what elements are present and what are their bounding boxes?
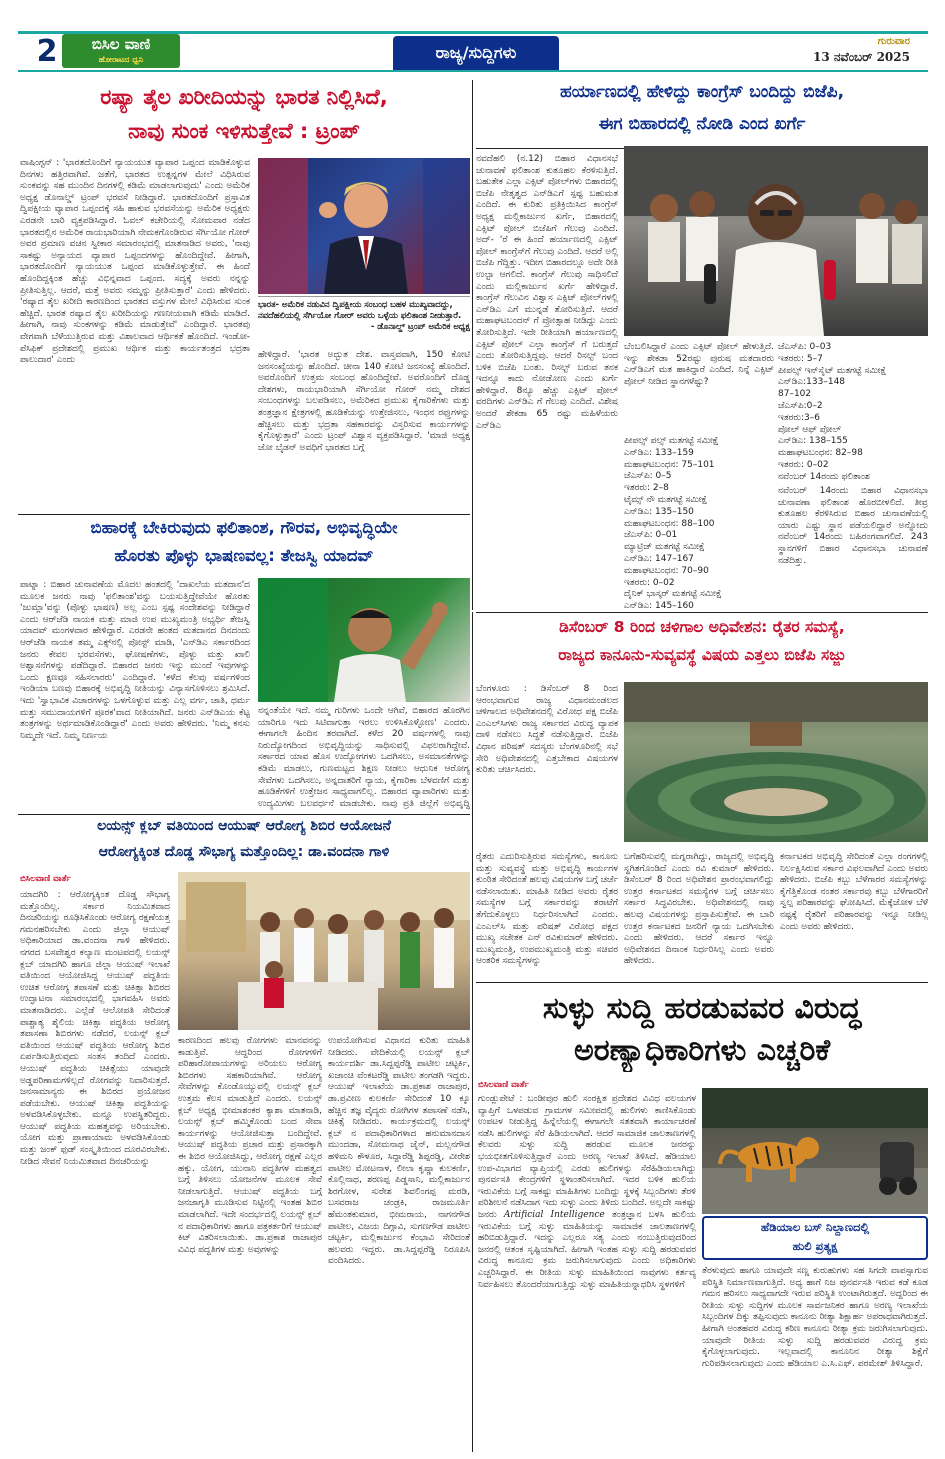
tiger-body-left-a: ಗುಂಡ್ಲುಪೇಟೆ : ಬಂಡೀಪುರ ಹುಲಿ ಸಂರಕ್ಷಿತ ಪ್ರದೇಶದ ವಿವಿಧ ವಲಯಗಳ ವ್ಯಾಪ್ತಿಗೆ ಒಳಪಡುವ ಗ್ರಾಮಗಳ ಸಮೀಪದಲ್ಲಿ ಹುಲಿಗಳು ಕಾಣಿಸಿಕೊಂಡು ಉಪಟಳ ನೀಡುತ್ತಿದ್ದ ಹಿನ್ನೆಲೆಯಲ್ಲಿ ಈಗಾಗಲೇ ಸತತವಾಗಿ ಕಾರ್ಯಾಚರಣೆ ನಡೆಸಿ ಹುಲಿಗಳನ್ನು ಸೆರೆ ಹಿಡಿಯಲಾಗಿದೆ. ಆದರೆ ಸಾಮಾಜಿಕ ಜಾಲತಾಣಗಳಲ್ಲಿ ಕೆಲವರು ಸುಳ್ಳು ಸುದ್ದಿ ಹರಡುವ ಮೂಲಕ ಜನರನ್ನು ಭಯಭೀತಗೊಳಿಸುತ್ತಿದ್ದಾರೆ ಎಂದು ಅರಣ್ಯ ಇಲಾಖೆ ತಿಳಿಸಿದೆ. ಹೆಡಿಯಾಲ ಉಪ-ವಿಭಾಗದ ವ್ಯಾಪ್ತಿಯಲ್ಲಿ ಎರಡು ಹುಲಿಗಳನ್ನು ಸೆರೆಹಿಡಿಯಲಾಗಿದ್ದು ಪುನರ್ವಸತಿ ಕೇಂದ್ರಗಳಿಗೆ ಸ್ಥಳಾಂತರಿಸಲಾಗಿದೆ. ಇದರ ಬಳಿಕ ಹುಲಿಯ ಇರುವಿಕೆಯ ಬಗ್ಗೆ ಸಾಕಷ್ಟು ಮಾಹಿತಿಗಳು ಬಂದಿದ್ದು ಸ್ಥಳಕ್ಕೆ ಸಿಬ್ಬಂದಿಗಳು ತೆರಳಿ ಪರಿಶೀಲನೆ ನಡೆಸಿದಾಗ ಇದು ಸುಳ್ಳು ಎಂದು ತಿಳಿದು ಬಂದಿದೆ. ಅಲ್ಲದೇ ಸಾಕಷ್ಟು ಜನರು bbox=[478, 1094, 696, 1220]
poll-line: ಎನ್‌ಡಿಎ:133–148 bbox=[778, 377, 846, 388]
page-number: 2 bbox=[36, 34, 58, 69]
tiger-body-left bbox=[478, 1094, 696, 1450]
masthead bbox=[0, 0, 945, 72]
divider-trump-tejashwi bbox=[18, 514, 470, 515]
kharge-figure bbox=[624, 146, 928, 336]
trump-body-left: ವಾಷಿಂಗ್ಟನ್ : 'ಭಾರತದೊಂದಿಗೆ ನ್ಯಾಯಯುತ ವ್ಯಾಪಾರ ಒಪ್ಪಂದ ಮಾಡಿಕೊಳ್ಳುವ ದಿನಗಳು ಹತ್ತಿರವಾಗಿವೆ. ಜತೆಗೆ, ಭಾರತದ ಉತ್ಪನ್ನಗಳ ಮೇಲೆ ವಿಧಿಸಿರುವ ಸುಂಕವನ್ನು ಸಹ ಮುಂದಿನ ದಿನಗಳಲ್ಲಿ ಕಡಿಮೆ ಮಾಡಲಾಗುವುದು' ಎಂದು ಅಮೆರಿಕ ಅಧ್ಯಕ್ಷ ಡೊನಾಲ್ಡ್ ಟ್ರಂಪ್ ಭರವಸೆ ನೀಡಿದ್ದಾರೆ. ಭಾರತದೊಂದಿಗೆ ಪ್ರಸ್ತಾವಿತ ದ್ವಿಪಕ್ಷೀಯ ವ್ಯಾಪಾರ ಒಪ್ಪಂದಕ್ಕೆ ಸಹಿ ಹಾಕುವ ಭರವಸೆಯನ್ನು ಅಮೆರಿಕ ಅಧ್ಯಕ್ಷರು ಎರಡನೇ ಬಾರಿ ವ್ಯಕ್ತಪಡಿಸಿದ್ದಾರೆ. ಓವಲ್ ಕಚೇರಿಯಲ್ಲಿ ಸೋಮವಾರ ನಡೆದ ಭಾರತದಲ್ಲಿನ ಅಮೆರಿಕ ರಾಯಭಾರಿಯಾಗಿ ನೇಮಕಗೊಂಡಿರುವ ಸೆರ್ಗಿಯೋ ಗೋರ್ ಅವರ ಪ್ರಮಾಣ ವಚನ ಸ್ವೀಕಾರ ಸಮಾರಂಭದಲ್ಲಿ ಮಾತನಾಡಿದ ಅವರು, 'ನಾವು ಸಾಕಷ್ಟು ಅನ್ಯಾಯದ ವ್ಯಾಪಾರ ಒಪ್ಪಂದಗಳನ್ನು ಹೊಂದಿದ್ದೇವೆ. ಹೀಗಾಗಿ, ಭಾರತದೊಂದಿಗೆ ನ್ಯಾಯಯುತ ಒಪ್ಪಂದ ಮಾಡಿಕೊಳ್ಳುತ್ತೇವೆ. ಈ ಹಿಂದೆ ಹೊಂದಿದ್ದಕ್ಕಿಂತ ಹೆಚ್ಚು ವಿಭಿನ್ನವಾದ ಒಪ್ಪಂದ. ಸದ್ಯಕ್ಕೆ ಅವರು ನನ್ನನ್ನು ಪ್ರೀತಿಸುತ್ತಿಲ್ಲ. ಆದರೆ, ಮತ್ತೆ ಅವರು ನಮ್ಮನ್ನು ಪ್ರೀತಿಸುತ್ತಾರೆ' ಎಂದು ಹೇಳಿದರು. 'ರಷ್ಯಾದ ತೈಲ ಖರೀದಿ ಕಾರಣದಿಂದ ಭಾರತದ ವಸ್ತುಗಳ ಮೇಲೆ ವಿಧಿಸಿರುವ ಸುಂಕ ಹೆಚ್ಚಿದೆ. ಭಾರತ ರಷ್ಯಾದ ತೈಲ ಖರೀದಿಯನ್ನು ಗಣನೀಯವಾಗಿ ಕಡಿಮೆ ಮಾಡಿದೆ. ಹೀಗಾಗಿ, ನಾವು ಸುಂಕಗಳನ್ನು ಕಡಿಮೆ ಮಾಡುತ್ತೇವೆ' ಎಂದಿದ್ದಾರೆ. ಭಾರತವು ವೇಗವಾಗಿ ಬೆಳೆಯುತ್ತಿರುವ ಮತ್ತು ವಿಶಾಲವಾದ ಆರ್ಥಿಕತೆ ಹೊಂದಿದೆ. ಇಂಡೋ-ಪೆಸಿಫಿಕ್ ಪ್ರದೇಶದಲ್ಲಿ ಪ್ರಮುಖ ಆರ್ಥಿಕ ಮತ್ತು ಕಾರ್ಯತಂತ್ರದ ಭದ್ರತಾ ಪಾಲುದಾರ' ಎಂದು bbox=[20, 158, 250, 366]
poll-line: ಮಹಾಘಟಬಂಧನ: 70–90 bbox=[624, 565, 709, 576]
divider-tejashwi-lions bbox=[18, 814, 470, 815]
tejashwi-body-right: ನನ್ನಂತೆಯೇ ಇದೆ. ನಮ್ಮ ಗುರಿಗಳು ಒಂದೇ ಆಗಿವೆ, ಬಿಹಾರದ ಹೊರಗಿನ ಯಾರಿಗೂ ಇದು ಸಿಟಿವಾಗುತ್ತಾ ಇರಲು ಉಳಿಸಿಕೊಳ್ಳೋಣ' ಎಂದರು. ಈಗಾಗಲೇ ಹಿಂದಿನ ತರವಾಗಿದೆ. ಕಳೆದ 20 ವರ್ಷಗಳಲ್ಲಿ ನಾವು ನಿರುದ್ಯೋಗದಿಂದ ಅಭಿವೃದ್ಧಿಯನ್ನು ಸಾಧಿಸುವಲ್ಲಿ ವಿಫಲರಾಗಿದ್ದೇವೆ. ಸರ್ಕಾರದ ಯಾವ ಹೊಸ ಉದ್ಯೋಗಗಳು ಒದಗಿಸಲು, ಅಸಮಾನತೆಗಳನ್ನು ಕಡಿಮೆ ಮಾಡಲು, ಗುಣಮಟ್ಟದ ಶಿಕ್ಷಣ ನೀಡಲು ಆಧುನಿಕ ಆರೋಗ್ಯ ಸೇವೆಗಳು ಒದಗಿಸಲು, ಅನ್ನದಾತರಿಗೆ ನ್ಯಾಯ, ಕೈಗಾರಿಕಾ ಬೆಳವಣಿಗೆ ಮತ್ತು ಹೂಡಿಕೆಗಳಿಗೆ ಉತ್ತೇಜನ ಸಾಧ್ಯವಾಗಲಿಲ್ಲ. ಬಿಹಾರದ ವ್ಯಾಪಾರಿಗಳು ಮತ್ತು ಉದ್ಯಮಿಗಳು ಬಲವರ್ಧನೆ ಮಾಡಬೇಕು. ನಾವು ಪ್ರತಿ ಜಿಲ್ಲೆಗೆ ಅಭಿವೃದ್ಧಿ bbox=[258, 706, 470, 809]
paper-logo bbox=[62, 34, 180, 68]
section-banner bbox=[393, 36, 559, 70]
assembly-scene bbox=[624, 682, 928, 842]
divider-kharge-session bbox=[476, 612, 928, 613]
poll-line: ಮ್ಯಾಟ್ರಿಜ್ ಮತಗಟ್ಟೆ ಸಮೀಕ್ಷೆ bbox=[624, 542, 705, 553]
poll-line: ಎನ್‌ಡಿಎ: 135–150 bbox=[624, 506, 694, 517]
poll-line: ಇತರರು:3–6 bbox=[778, 412, 820, 423]
trump-headline-2: ನಾವು ಸುಂಕ ಇಳಿಸುತ್ತೇವೆ : ಟ್ರಂಪ್ bbox=[128, 119, 360, 143]
kharge-headline-1: ಹರ್ಯಾಣದಲ್ಲಿ ಹೇಳಿದ್ದು ಕಾಂಗ್ರೆಸ್ ಬಂದಿದ್ದು ಬಿಜೆಪಿ, bbox=[559, 82, 845, 102]
paper-name: ಬಿಸಿಲ ವಾಣಿ bbox=[91, 35, 151, 53]
tiger-photo-caption bbox=[702, 1216, 928, 1260]
poll-line: ಇತರರು: 0–02 bbox=[624, 577, 675, 588]
tiger-body-right: ತೆರಳುವುದು ಹಾಗೂ ಯಾವುದೇ ಸಣ್ಣ ಕುರುಹುಗಳು ಸಹ ಸಿಗದೇ ವಾಪಸ್ಸಾಗುವ ಪರಿಸ್ಥಿತಿ ನಿರ್ಮಾಣವಾಗುತ್ತಿದೆ. ಅಧ್ಯ ಹಾಗೆ ನಿಜ ಪುನರ್ವಸತಿ ಇರುವ ಕಡೆ ಕೂಡ ಗಮನ ಹರಿಸಲು ಸಾಧ್ಯವಾಗದೇ ಇರುವ ಪರಿಸ್ಥಿತಿ ಉಂಟಾಗಿರುತ್ತದೆ. ಅದ್ದರಿಂದ ಈ ರೀತಿಯ ಸುಳ್ಳು ಸುದ್ದಿಗಳ ಮೂಲಕ ಸಾರ್ವಜನಿಕರ ಹಾಗೂ ಅರಣ್ಯ ಇಲಾಖೆಯ ಸಿಬ್ಬಂದಿಗಳ ದಿಕ್ಕು ತಪ್ಪಿಸುವುದು ಕಾನೂನು ರೀತ್ಯಾ ಶಿಕ್ಷಾರ್ಹ ಅಪರಾಧವಾಗಿರುತ್ತದೆ. ಹೀಗಾಗಿ ಅಂತಹವರ ವಿರುದ್ಧ ಕಠಿಣ ಕಾನೂನು ರೀತ್ಯಾ ಕ್ರಮ ಜರುಗಿಸಲಾಗುವುದು. ಯಾವುದೇ ರೀತಿಯ ಸುಳ್ಳು ಸುದ್ದಿ ಹರಡುವವರ ವಿರುದ್ಧ ಕ್ರಮ ಕೈಗೊಳ್ಳಲಾಗುವುದು. ಇಲ್ಲವಾದಲ್ಲಿ ಕಾನೂನಿನ ರೀತ್ಯಾ ಶಿಕ್ಷೆಗೆ ಗುರಿಪಡಿಸಲಾಗುವುದು ಎಂದು ಹೆಡಿಯಾಲ ಎ.ಸಿ.ಎಫ್. ಪರಮೇಶ್ ತಿಳಿಸಿದ್ದಾರೆ. bbox=[702, 1266, 928, 1369]
poll-line: ಎನ್‌ಡಿಎ: 138–155 bbox=[778, 436, 848, 447]
poll-line: ಜೆಎಸ್‌ಪಿ: 0–5 bbox=[624, 471, 672, 482]
assembly-photo bbox=[624, 682, 928, 842]
section-title: ರಾಜ್ಯ/ಸುದ್ದಿಗಳು bbox=[435, 43, 517, 62]
poll-line: ಇತರರು: 5–7 bbox=[778, 353, 823, 364]
poll-line: 87–102 bbox=[778, 389, 812, 400]
session-intro: ಬೆಂಗಳೂರು : ಡಿಸೆಂಬರ್ 8 ರಿಂದ ಆರಂಭವಾಗುವ ರಾಜ್ಯ ವಿಧಾನಮಂಡಲದ ಚಳಿಗಾಲದ ಅಧಿವೇಶನದಲ್ಲಿ ವಿರೋಧ ಪಕ್ಷ ಬಿಜೆಪಿ ಎಂಎಲ್‌ಸಿಗಳು ರಾಜ್ಯ ಸರ್ಕಾರದ ವಿರುದ್ಧ ವ್ಯಾಪಕ ದಾಳಿ ನಡೆಸಲು ಸಿದ್ಧತೆ ನಡೆಸುತ್ತಿದ್ದಾರೆ. ಬಿಜೆಪಿ ವಿಧಾನ ಪರಿಷತ್ ಸದಸ್ಯರು ಬೆಂಗಳೂರಿನಲ್ಲಿ ಸಭೆ ಸೇರಿ ಅಧಿವೇಶನದಲ್ಲಿ ಎತ್ತಬೇಕಾದ ವಿಷಯಗಳ ಕುರಿತು ಚರ್ಚಿಸಿದರು. bbox=[476, 684, 618, 776]
story-kharge bbox=[476, 80, 928, 610]
divider-vertical-top bbox=[472, 80, 473, 610]
tiger-caption-line2: ಹುಲಿ ಪ್ರತ್ಯಕ್ಷ bbox=[792, 1239, 838, 1253]
session-col2: ಬಗೆಹರಿಸುವಲ್ಲಿ ಮಗ್ನರಾಗಿದ್ದು, ರಾಜ್ಯದಲ್ಲಿ ಅಭಿವೃದ್ಧಿ ಸ್ಥಗಿತಗೊಂಡಿದೆ ಎಂದು ರವಿ ಕುಮಾರ್ ಹೇಳಿದರು. ಡಿಸೆಂಬರ್ 8 ರಿಂದ ಅಧಿವೇಶನ ಪ್ರಾರಂಭವಾಗಲಿದ್ದು ಉತ್ತರ ಕರ್ನಾಟಕದ ಸಮಸ್ಯೆಗಳ ಬಗ್ಗೆ ಚರ್ಚಿಸಲು ಸರ್ಕಾರ ಸಿದ್ಧವಿರಬೇಕು. ಅಧಿವೇಶನದಲ್ಲಿ ನಾವು ಹಲವು ವಿಷಯಗಳನ್ನು ಪ್ರಸ್ತಾಪಿಸುತ್ತೇವೆ. ಈ ಬಾರಿ ಉತ್ತರ ಕರ್ನಾಟಕದ ಜನರಿಗೆ ನ್ಯಾಯ ಒದಗಿಸಬೇಕು ಎಂದು ಹೇಳಿದರು. ಆದರೆ ಸರ್ಕಾರ ಇನ್ನೂ ಅಧಿವೇಶನದ ದಿನಾಂಕ ನಿರ್ಧರಿಸಿಲ್ಲ ಎಂದು ಅವರು ಹೇಳಿದರು. bbox=[624, 852, 774, 967]
tiger-scene bbox=[702, 1088, 928, 1214]
poll-line: ಪೋಲ್ ಆಫ್ ಪೋಲ್ bbox=[778, 424, 842, 435]
tiger-headline-1: ಸುಳ್ಳು ಸುದ್ದಿ ಹರಡುವವರ ವಿರುದ್ಧ bbox=[542, 991, 862, 1026]
poll-line: ಎನ್‌ಡಿಎ: 147–167 bbox=[624, 553, 694, 564]
trump-photo bbox=[258, 158, 470, 294]
poll-line: ಜೆಎಸ್‌ಪಿ: 0–03 bbox=[778, 342, 832, 352]
divider-vertical-bottom bbox=[472, 612, 473, 1452]
trump-body-right: ಹೇಳಿದ್ದಾರೆ. 'ಭಾರತ ಅದ್ಭುತ ದೇಶ. ವಾಸ್ತವವಾಗಿ, 150 ಕೋಟಿ ಜನಸಂಖ್ಯೆಯನ್ನು ಹೊಂದಿದೆ. ಚೀನಾ 140 ಕೋಟಿ ಜನಸಂಖ್ಯೆ ಹೊಂದಿದೆ. ಅವರೊಂದಿಗೆ ಉತ್ತಮ ಸಂಬಂಧ ಹೊಂದಿದ್ದೇವೆ. ಅವರೊಂದಿಗೆ ದೊಡ್ಡ ದೇಶಗಳು, ರಾಯಭಾರಿಯಾಗಿ ಸೆರ್ಗಿಯೋ ಗೋರ್ ನಮ್ಮ ದೇಶದ ಸಂಬಂಧಗಳನ್ನು ಬಲಪಡಿಸಲು, ಅಮೆರಿಕದ ಪ್ರಮುಖ ಕೈಗಾರಿಕೆಗಳು ಮತ್ತು ತಂತ್ರಜ್ಞಾನ ಕ್ಷೇತ್ರಗಳಲ್ಲಿ ಹೂಡಿಕೆಯನ್ನು ಉತ್ತೇಜಿಸಲು, ಇಂಧನ ರಫ್ತುಗಳನ್ನು ಹೆಚ್ಚಿಸಲು ಮತ್ತು ಭದ್ರತಾ ಸಹಕಾರವನ್ನು ವಿಸ್ತರಿಸುವ ಕಾರ್ಯಗಳನ್ನು ಕೈಗೊಳ್ಳುತ್ತಾರೆ' ಎಂದು ಟ್ರಂಪ್ ವಿಶ್ವಾಸ ವ್ಯಕ್ತಪಡಿಸಿದ್ದಾರೆ. 'ಮಾಜಿ ಅಧ್ಯಕ್ಷ ಜೋ ಬೈಡನ್ ಅವಧಿಗೆ ಭಾರತದ ಬಗ್ಗೆ bbox=[258, 350, 470, 453]
tejashwi-photo bbox=[258, 578, 470, 702]
lions-col1: ಯಾದಗಿರಿ : ಆರೋಗ್ಯಕ್ಕಿಂತ ದೊಡ್ಡ ಸೌಭಾಗ್ಯ ಮತ್ತೊಂದಿಲ್ಲ. ಸರ್ಕಾರ ನಿಯಮಿತವಾದ ದಿನಚರಿಯನ್ನು ರೂಢಿಸಿಕೊಂಡು ಆರೋಗ್ಯ ರಕ್ಷಣೆಯತ್ತ ಗಮನಹರಿಸಬೇಕು ಎಂದು ಜಿಲ್ಲಾ ಆಯುಷ್ ಅಧಿಕಾರಿಯಾದ ಡಾ.ವಂದನಾ ಗಾಳಿ ಹೇಳಿದರು. ನಗರದ ಬಸವೇಶ್ವರ ಕಲ್ಯಾಣ ಮಂಟಪದಲ್ಲಿ ಲಯನ್ಸ್ ಕ್ಲಬ್ ಯಾದಗಿರಿ ಹಾಗೂ ಜಿಲ್ಲಾ ಆಯುಷ್ ಇಲಾಖೆ ವತಿಯಿಂದ ಆಯೋಜಿಸಿದ್ದ ಆಯುಷ್ ಪದ್ಧತಿಯ ಉಚಿತ ಆರೋಗ್ಯ ತಪಾಸಣೆ ಮತ್ತು ಚಿಕಿತ್ಸಾ ಶಿಬಿರದ ಉದ್ಘಾಟನಾ ಸಮಾರಂಭದಲ್ಲಿ ಭಾಗವಹಿಸಿ ಅವರು ಮಾತನಾಡಿದರು. ಎಲ್ಲೆಡೆ ಆಲೋಪತಿ ಸೇರಿದಂತೆ ಪಾಶ್ಚಾತ್ಯ ಶೈಲಿಯ ಚಿಕಿತ್ಸಾ ಪದ್ಧತಿಯ ಆರೋಗ್ಯ ತಪಾಸಣಾ ಶಿಬಿರಗಳು ನಡೆದರೆ, ಲಯನ್ಸ್ ಕ್ಲಬ್ ವತಿಯಿಂದ ಆಯುಷ್ ಪದ್ಧತಿಯ ಆರೋಗ್ಯ ಶಿಬಿರ ಏರ್ಪಡಿಸುತ್ತಿರುವುದು ಸಂತಸ ತಂದಿದೆ ಎಂದರು. ಆಯುಷ್ ಪದ್ಧತಿಯ ಚಿಕಿತ್ಸೆಯು ಯಾವುದೇ ಅಡ್ಡಪರಿಣಾಮಗಳಿಲ್ಲದೆ ರೋಗವನ್ನು ನಿವಾರಿಸುತ್ತದೆ. ಜನಸಾಮಾನ್ಯರು ಈ ಶಿಬಿರದ ಪ್ರಯೋಜನ ಪಡೆಯಬೇಕು. ಆಯುಷ್ ಚಿಕಿತ್ಸಾ ಪದ್ಧತಿಯನ್ನು ಅಳವಡಿಸಿಕೊಳ್ಳಬೇಕು. ಮನ್ನೂ ಉಪಸ್ಥಿತರಿದ್ದರು. ಆಯುಷ್ ಪದ್ಧತಿಯ ಮಹತ್ವವನ್ನು ಅರಿಯಬೇಕು. ಯೋಗ ಮತ್ತು ಪ್ರಾಣಾಯಾಮ ಅಳವಡಿಸಿಕೊಂಡು ಮತ್ತು ಜಂಕ್ ಫುಡ್ ಸಂಸ್ಕೃತಿಯಿಂದ ದೂರವಿರಬೇಕು. ನೀಡಿದ ಸೇವನೆ ನಿಯಮಿತವಾದ ದಿನಚರಿಯನ್ನು bbox=[20, 890, 170, 1167]
tejashwi-headline-1: ಬಿಹಾರಕ್ಕೆ ಬೇಕಿರುವುದು ಫಲಿತಾಂಶ, ಗೌರವ, ಅಭಿವೃದ್ಧಿಯೇ bbox=[90, 518, 398, 537]
masthead-rule-bottom bbox=[18, 70, 928, 72]
tiger-photo bbox=[702, 1088, 928, 1214]
story-tiger bbox=[476, 984, 928, 1452]
session-headline-2: ರಾಜ್ಯದ ಕಾನೂನು-ಸುವ್ಯವಸ್ಥೆ ವಿಷಯ ಎತ್ತಲು ಬಿಜೆಪಿ ಸಜ್ಜು bbox=[558, 646, 846, 664]
trump-figure bbox=[258, 158, 470, 294]
poll-line: ಪೀಪಲ್ಸ್ ಪಲ್ಸ್ ಮತಗಟ್ಟೆ ಸಮೀಕ್ಷೆ bbox=[624, 436, 719, 446]
paper-tagline: ಹೋರಾಟದ ಧ್ವನಿ bbox=[98, 55, 144, 64]
story-trump bbox=[18, 80, 470, 512]
lions-headline-2: ಆರೋಗ್ಯಕ್ಕಿಂತ ದೊಡ್ಡ ಸೌಭಾಗ್ಯ ಮತ್ತೊಂದಿಲ್ಲ: ಡಾ.ವಂದನಾ ಗಾಳಿ bbox=[98, 844, 390, 860]
poll-line: ಮಹಾಘಟಬಂಧನ: 75–101 bbox=[624, 459, 715, 470]
health-camp-scene bbox=[178, 872, 470, 1030]
kharge-poll-list-mid bbox=[624, 436, 774, 608]
tejashwi-body-left: ಪಾಟ್ನಾ : ಬಿಹಾರ ಚುನಾವಣೆಯ ಮೊದಲ ಹಂತದಲ್ಲಿ 'ದಾಖಲೆಯ ಮತದಾನ'ದ ಮೂಲಕ ಜನರು ನಾವು 'ಫಲಿತಾಂಶ'ವನ್ನು ಬಯಸುತ್ತಿದ್ದೇವೆಯೇ ಹೊರತು 'ಜುಮ್ಲಾ'ವನ್ನು (ಪೊಳ್ಳು ಭಾಷಣ) ಅಲ್ಲ ಎಂಬ ಸ್ಪಷ್ಟ ಸಂದೇಶವನ್ನು ನೀಡಿದ್ದಾರೆ ಎಂದು ಆರ್‌ಜೆಡಿ ನಾಯಕ ಮತ್ತು ಮಾಜಿ ಉಪ ಮುಖ್ಯಮಂತ್ರಿ ಅಭ್ಯರ್ಥಿ ತೇಜಸ್ವಿ ಯಾದವ್ ಮಂಗಳವಾರ ಹೇಳಿದ್ದಾರೆ. ಎರಡನೇ ಹಂತದ ಮತದಾನದ ದಿನದಂದು ಆರ್‌ಜೆಡಿ ನಾಯಕ ತಮ್ಮ ಎಕ್ಸ್‌ನಲ್ಲಿ ಪೋಸ್ಟ್ ಮಾಡಿ, 'ಎನ್‌ಡಿಎ ಸರ್ಕಾರದಿಂದ ಜನರು ಕೇವಲ ಭರವಸೆಗಳು, ಘೋಷಣೆಗಳು, ಪೊಳ್ಳು ಮತ್ತು ಖಾಲಿ ಅಶ್ವಾಸನೆಗಳನ್ನು ಪಡೆದಿದ್ದಾರೆ. ಬಿಹಾರದ ಜನರು ಇನ್ನು ಮುಂದೆ ಇವುಗಳನ್ನು ಒಂದು ಕ್ಷಣವೂ ಸಹಿಸಲಾರರು' ಎಂದಿದ್ದಾರೆ. 'ಕಳೆದ ಕೆಲವು ವರ್ಷಗಳಿಂದ ಇಂಡಿಯಾ ಬಣವು ಬಿಹಾರಕ್ಕೆ ಅಭಿವೃದ್ಧಿ ನೀತಿಯನ್ನು ವಿನ್ಯಾಸಗೊಳಿಸಲು ಶ್ರಮಿಸಿದೆ. ಇದು 'ಸ್ವಾಭಾವಿಕ ವಿಚಾರಗಳನ್ನು ಒಳಗೊಳ್ಳುವ ಮತ್ತು ಎಲ್ಲ ವರ್ಗ, ಜಾತಿ, ಧರ್ಮ ಮತ್ತು ಸಮುದಾಯಗಳಿಗೆ ಪೂರಕ'ವಾದ ನೀತಿಯಾಗಿದೆ. ಜನರು ಎನ್‌ಡಿಎಯ ಕೆಟ್ಟ ತಂತ್ರಗಳನ್ನು ಅರ್ಥಮಾಡಿಕೊಂಡಿದ್ದಾರೆ' ಎಂದು ಅವರು ಹೇಳಿದರು. 'ನಿಮ್ಮ ಕನಸು ನಿಮ್ಮದೇ ಇದೆ. ನಿಮ್ಮ ನಿರ್ಣಯ bbox=[20, 580, 250, 741]
poll-line: ಟೈಮ್ಸ್ ನೌ ಮತಗಟ್ಟೆ ಸಮೀಕ್ಷೆ bbox=[624, 494, 708, 505]
health-camp-photo bbox=[178, 872, 470, 1030]
trump-caption bbox=[258, 296, 470, 346]
tiger-body-left-b: ತಂತ್ರಜ್ಞಾನ ಬಳಸಿ ಹುಲಿಯ ಇರುವಿಕೆಯ ಬಗ್ಗೆ ಸುಳ್ಳು ಮಾಹಿತಿಯನ್ನು ಸಾಮಾಜಿಕ ಜಾಲತಾಣಗಳಲ್ಲಿ ಹರಿಬಿಡುತ್ತಿದ್ದಾರೆ. ಇದನ್ನು ಎಲ್ಲರೂ ಸತ್ಯ ಎಂದು ನಂಬುತ್ತಿರುವುದರಿಂದ ಜನರಲ್ಲಿ ಆತಂಕ ಸೃಷ್ಟಿಯಾಗಿದೆ. ಹೀಗಾಗಿ ಇಂತಹ ಸುಳ್ಳು ಸುದ್ದಿ ಹರಡುವವರ ವಿರುದ್ಧ ಕಾನೂನು ಕ್ರಮ ಜರುಗಿಸಲಾಗುವುದು ಎಂದು ಅಧಿಕಾರಿಗಳು ಎಚ್ಚರಿಸಿದ್ದಾರೆ. ಈ ರೀತಿಯ ಸುಳ್ಳು ಮಾಹಿತಿಯಿಂದ ನಾವುಗಳು ಕರ್ತವ್ಯ ನಿರ್ವಹಿಸಲು ತೊಂದರೆಯಾಗುತ್ತಿದ್ದು ಸುಳ್ಳು ಮಾಹಿತಿಯನ್ನಾಧರಿಸಿ ಸ್ಥಳಗಳಿಗೆ bbox=[478, 1209, 696, 1290]
kharge-poll-list-right bbox=[778, 342, 928, 484]
masthead-date: 13 ನವೆಂಬರ್ 2025 bbox=[813, 50, 910, 64]
poll-line: ಪೀಪಲ್ಸ್ ಇನ್‌ಸೈಟ್ ಮತಗಟ್ಟೆ ಸಮೀಕ್ಷೆ bbox=[778, 365, 887, 376]
story-session bbox=[476, 614, 928, 980]
poll-line: ಮಹಾಘಟಬಂಧನ: 88–100 bbox=[624, 518, 715, 529]
poll-line: ನವೆಂಬರ್ 14ರಂದು ಫಲಿತಾಂಶ bbox=[778, 471, 870, 482]
poll-line: ಮಹಾಘಟಬಂಧನ: 82–98 bbox=[778, 448, 863, 459]
poll-line: ಇತರರು: 0–02 bbox=[778, 459, 829, 470]
story-lions bbox=[18, 816, 470, 1452]
session-headline-1: ಡಿಸೆಂಬರ್ 8 ರಿಂದ ಚಳಿಗಾಲ ಅಧಿವೇಶನ: ರೈತರ ಸಮಸ್ಯೆ, bbox=[559, 618, 845, 636]
tejashwi-figure bbox=[258, 578, 470, 702]
divider-session-tiger bbox=[476, 982, 928, 983]
tiger-caption-line1: ಹೆಡಿಯಾಲ ಬಸ್ ನಿಲ್ದಾಣದಲ್ಲಿ bbox=[760, 1220, 870, 1234]
trump-caption-credit: - ಡೊನಾಲ್ಡ್ ಟ್ರಂಪ್ ಅಮೆರಿಕ ಅಧ್ಯಕ್ಷ bbox=[370, 321, 470, 331]
poll-line: ಇತರರು: 2–8 bbox=[624, 483, 669, 494]
tiger-ai-phrase: Artificial Intelligence bbox=[503, 1209, 605, 1220]
trump-headline-1: ರಷ್ಯಾ ತೈಲ ಖರೀದಿಯನ್ನು ಭಾರತ ನಿಲ್ಲಿಸಿದೆ, bbox=[100, 85, 388, 109]
tejashwi-headline-2: ಹೊರತು ಪೊಳ್ಳು ಭಾಷಣವಲ್ಲ: ತೇಜಸ್ವಿ ಯಾದವ್ bbox=[114, 546, 374, 565]
lions-byline: ಬಿಸಿಲವಾಣಿ ವಾರ್ತೆ bbox=[20, 874, 71, 884]
session-col3: ಕರ್ನಾಟಕದ ಅಭಿವೃದ್ಧಿ ಸೇರಿದಂತೆ ಎಲ್ಲಾ ರಂಗಗಳಲ್ಲಿ ನಿರ್ಲಕ್ಷಿಸಿರುವ ಸರ್ಕಾರ ವಿಫಲವಾಗಿದೆ ಎಂದು ಅವರು ಹೇಳಿದರು. ಬಿಜೆಪಿ ಕಬ್ಬು ಬೆಳೆಗಾರರ ಸಮಸ್ಯೆಗಳನ್ನು ಕೈಗೆತ್ತಿಕೊಂಡ ನಂತರ ಸರ್ಕಾರವು ಕಬ್ಬು ಬೆಳೆಗಾರರಿಗೆ ಸ್ವಲ್ಪ ಪರಿಹಾರವನ್ನು ಘೋಷಿಸಿದೆ. ಮೆಕ್ಕೆಜೋಳ ಬೆಳೆ ನಷ್ಟಕ್ಕೆ ರೈತರಿಗೆ ಪರಿಹಾರವನ್ನು ಇನ್ನೂ ನೀಡಿಲ್ಲ ಎಂದು ಅವರು ಹೇಳಿದರು. bbox=[780, 852, 928, 932]
session-col1: ರೈತರು ಎದುರಿಸುತ್ತಿರುವ ಸಮಸ್ಯೆಗಳು, ಕಾನೂನು ಮತ್ತು ಸುವ್ಯವಸ್ಥೆ ಮತ್ತು ಅಭಿವೃದ್ಧಿ ಕಾರ್ಯಗಳ ಕುಂಠಿತ ಸೇರಿದಂತೆ ಹಲವು ವಿಷಯಗಳ ಬಗ್ಗೆ ಚರ್ಚೆ ನಡೆಸಲಾಯಿತು. ಮಾಹಿತಿ ನೀಡಿದ ಅವರು ರೈತರ ಸಮಸ್ಯೆಗಳ ಬಗ್ಗೆ ಸರ್ಕಾರವನ್ನು ತರಾಟೆಗೆ ತೆಗೆದುಕೊಳ್ಳಲು ನಿರ್ಧರಿಸಲಾಗಿದೆ ಎಂದರು. ಎಂಎಲ್‌ಸಿ ಮತ್ತು ಪರಿಷತ್ ವಿರೋಧ ಪಕ್ಷದ ಮುಖ್ಯ ಸಚೇತಕ ಎನ್ ರವಿಕುಮಾರ್ ಹೇಳಿದರು. ಮುಖ್ಯಮಂತ್ರಿ, ಉಪಮುಖ್ಯಮಂತ್ರಿ ಮತ್ತು ಸಚಿವರ ಆಂತರಿಕ ಸಮಸ್ಯೆಗಳನ್ನು bbox=[476, 852, 618, 967]
lions-col3: ಉಪಯೋಗಿಸುವ ವಿಧಾನದ ಕುರಿತು ಮಾಹಿತಿ ನೀಡಿದರು. ವೇದಿಕೆಯಲ್ಲಿ ಲಯನ್ಸ್ ಕ್ಲಬ್ ಕಾರ್ಯದರ್ಶಿ ಡಾ.ಸಿದ್ದಪ್ಪರೆಡ್ಡಿ ಪಾಟೀಲ ಚಟ್ಟರ್ಕಿ, ಖಜಾಂಚಿ ವೆಂಕಟರೆಡ್ಡಿ ಪಾಟೀಲ ತಂಗಡಗಿ ಇದ್ದರು. ಆಯುಷ್ ಇಲಾಖೆಯ ಡಾ.ಪ್ರಕಾಶ ರಾಜಾಪುರ, ಡಾ.ಪ್ರವೀಣ ಕುಲಕರ್ಣಿ ಸೇರಿದಂತೆ 10 ಕ್ಕೂ ಹೆಚ್ಚಿನ ತಜ್ಞ ವೈದ್ಯರು ರೋಗಿಗಳ ತಪಾಸಣೆ ನಡೆಸಿ, ಚಿಕಿತ್ಸೆ ನೀಡಿದರು. ಕಾರ್ಯಕ್ರಮದಲ್ಲಿ ಲಯನ್ಸ್ ಕ್ಲಬ್ ನ ಪದಾಧಿಕಾರಿಗಳಾದ ಹನುಮಾನದಾಸ ಮುಂದಡಾ, ಸೋಮನಾಥ ಜೈನ್, ಮಲ್ಲನಗೌಡ ಹಳಿಮನಿ ಕೌಳೂರ, ಸಿದ್ದಾರೆಡ್ಡಿ ಶಿಪ್ಪರಡ್ಡಿ, ವೀರೇಶ ಪಾಟೀಲ ಮೋಟನಾಳ, ಲೀಲಾ ಕೃಷ್ಣಾ ಕುಲಕರ್ಣಿ, ಕೊಲ್ಲಿನಾಥ, ಶರಣಪ್ಪ ಪಿಡ್ಡಸಾನಿ, ಮಲ್ಲಿಕಾರ್ಜುನ ಶಿರಗೋಳ, ಸುರೇಶ ಶಿವಲಿಂಗಪ್ಪ ಮರಡಿ, ಬಸವರಾಜ ಚಂಡ್ರಕಿ, ರಾಜಮೂರ್ತಿ ಹೆಮಂತಕುಮಾರ, ಭೀಮರಾಯ, ನಾಗನಗೌಡ ಪಾಟೀಲ, ವಿಜಯ ದಿಗ್ಗಾವಿ, ಸುಗಣಗೌಡ ಪಾಟೀಲ ಚಟ್ಟರ್ಕಿ, ಮಲ್ಲಿಕಾರ್ಜುನ ಕೆಂಭಾವಿ ಸೇರಿದಂತೆ ಹಲವರು ಇದ್ದರು. ಡಾ.ಸಿದ್ದಪ್ಪರೆಡ್ಡಿ ನಿರೂಪಿಸಿ ವಂದಿಸಿದರು. bbox=[328, 1036, 470, 1267]
tiger-byline: ಬಿಸಿಲವಾಣಿ ವಾರ್ತೆ bbox=[478, 1080, 529, 1090]
kharge-body-right-tail: ನವೆಂಬರ್ 14ರಂದು ಬಿಹಾರ ವಿಧಾನಸಭಾ ಚುನಾವಣಾ ಫಲಿತಾಂಶ ಹೊರಬೀಳಲಿದೆ. ತೀವ್ರ ಕುತೂಹಲ ಕೆರಳಿಸಿರುವ ಬಿಹಾರ ಚುನಾವಣೆಯಲ್ಲಿ ಯಾರು ಎಷ್ಟು ಸ್ಥಾನ ಪಡೆಯಲಿದ್ದಾರೆ ಅನ್ನೋದು ನವೆಂಬರ್ 14ರಂದು ಬಹಿರಂಗವಾಗಲಿದೆ. 243 ಸ್ಥಾನಗಳಿಗೆ ಬಿಹಾರ ವಿಧಾನಸಭಾ ಚುನಾವಣೆ ನಡೆದಿತ್ತು. bbox=[778, 486, 928, 566]
story-tejashwi bbox=[18, 516, 470, 812]
lions-col2: ಕಾರಣದಿಂದ ಹಲವು ರೋಗಗಳು ಮಾನವನನ್ನು ಕಾಡುತ್ತಿವೆ. ಆದ್ದರಿಂದ ರೋಗಗಳಿಗೆ ಪರಿಹಾರೋಪಾಯಗಳನ್ನು ಅರಿಯಲು ಆರೋಗ್ಯ ಶಿಬಿರಗಳು ಸಹಕಾರಿಯಾಗಿವೆ. ಆರೋಗ್ಯ ಸೇವೆಗಳನ್ನು ಕೊಂಡೊಯ್ಯುವಲ್ಲಿ ಲಯನ್ಸ್ ಕ್ಲಬ್ ಉತ್ತಮ ಕೆಲಸ ಮಾಡುತ್ತಿದೆ ಎಂದರು. ಲಯನ್ಸ್ ಕ್ಲಬ್ ಅಧ್ಯಕ್ಷ ಭೀಮಾಶಂಕರ ಕ್ಯಾಶಾ ಮಾತನಾಡಿ, ಲಯನ್ಸ್ ಕ್ಲಬ್ ಹಮ್ಮಿಕೊಂಡು ಬಂದ ಸೇವಾ ಕಾರ್ಯಗಳನ್ನು ಆಯೋಜಿಸುತ್ತಾ ಬಂದಿದ್ದೇವೆ. ಆಯುಷ್ ಪದ್ಧತಿಯ ಪ್ರಚಾರ ಮತ್ತು ಪ್ರಸಾರಕ್ಕಾಗಿ ಈ ಶಿಬಿರ ಆಯೋಜಿಸಿದ್ದು, ಆರೋಗ್ಯ ರಕ್ಷಣೆ ಎಲ್ಲರ ಹಕ್ಕು. ಯೋಗ, ಯುನಾನಿ ಪದ್ಧತಿಗಳ ಮಹತ್ವದ ಬಗ್ಗೆ ತಿಳಿಸಲು ಯೋಜನೆಗಳ ಮೂಲಕ ಸೇವೆ ನೀಡಲಾಗುತ್ತಿದೆ. ಆಯುಷ್ ಪದ್ಧತಿಯ ಬಗ್ಗೆ ಜನಜಾಗೃತಿ ಮೂಡಿಸುವ ನಿಟ್ಟಿನಲ್ಲಿ ಇಂತಹ ಶಿಬಿರ ಮಾಡಲಾಗಿದೆ. ಇದೇ ಸಂದರ್ಭದಲ್ಲಿ ಲಯನ್ಸ್ ಕ್ಲಬ್ ನ ಪದಾಧಿಕಾರಿಗಳು ಹಾಗೂ ಪತ್ರಕರ್ತರಿಗೆ ಆಯುಷ್ ಕಿಟ್ ವಿತರಿಸಲಾಯಿತು. ಡಾ.ಪ್ರಕಾಶ ರಾಜಾಪುರ ವಿವಿಧ ಪದ್ಧತಿಗಳ ಮತ್ತು ಅವುಗಳನ್ನು bbox=[178, 1036, 322, 1255]
masthead-day: ಗುರುವಾರ bbox=[877, 36, 910, 47]
poll-line: ದೈನಿಕ್ ಭಾಸ್ಕರ್ ಮತಗಟ್ಟೆ ಸಮೀಕ್ಷೆ bbox=[624, 589, 722, 600]
kharge-body-left: ನವದೆಹಲಿ (ನ.12) ಬಿಹಾರ ವಿಧಾನಸಭೆ ಚುನಾವಣೆ ಫಲಿತಾಂಶ ಕುತೂಹಲ ಕೆರಳಿಸುತ್ತಿದೆ. ಬಹುತೇಕ ಎಲ್ಲಾ ಎಕ್ಸಿಟ್ ಪೋಲ್‌ಗಳು ಬಿಹಾರದಲ್ಲಿ ಬಿಜೆಪಿ ನೇತೃತ್ವದ ಎನ್‌ಡಿಎಗೆ ಸ್ಪಷ್ಟ ಬಹುಮತ ಎಂದಿದೆ. ಈ ಕುರಿತು ಪ್ರತಿಕ್ರಿಯಿಸಿದ ಕಾಂಗ್ರೆಸ್ ಅಧ್ಯಕ್ಷ ಮಲ್ಲಿಕಾರ್ಜುನ ಖರ್ಗೆ, ಬಿಹಾರದಲ್ಲಿ ಎಕ್ಸಿಟ್ ಪೋಲ್ ಬಿಜೆಪಿಗೆ ಗೆಲುವು ಎಂದಿದೆ. ಅದ್- 'ರೆ ಈ ಹಿಂದೆ ಹರ್ಯಾಣದಲ್ಲಿ ಎಕ್ಸಿಟ್ ಪೋಲ್ ಕಾಂಗ್ರೆಸ್‌ಗೆ ಗೆಲುವು ಎಂದಿದೆ. ಆದರೆ ಅಲ್ಲಿ ಬಿಜೆಪಿ ಗೆದ್ದಿತ್ತು. ಇದೀಗ ಬಿಹಾರದಲ್ಲೂ ಅದೇ ರೀತಿ ಉಲ್ಟಾ ಆಗಲಿದೆ. ಕಾಂಗ್ರೆಸ್ ಗೆಲುವು ಸಾಧಿಸಲಿದೆ ಎಂದು ಮಲ್ಲಿಕಾರ್ಜುನ ಖರ್ಗೆ ಹೇಳಿದ್ದಾರೆ. ಕಾಂಗ್ರೆಸ್ ಗೆಲುವಿನ ವಿಶ್ವಾಸ ಎಕ್ಸಿಟ್ ಪೋಲ್‌ಗಳಲ್ಲಿ ಎನ್‌ಡಿಎ ಎಗೆ ಮುನ್ನಡೆ ತೋರಿಸುತ್ತಿದೆ. ಆದರೆ ಮಹಾಘಟಬಂದನ್ ಗೆ ಪ್ರೋತ್ಸಾಹ ನೀಡಿದ್ದು ಎಂದು ತೋರಿಸುತ್ತಿದೆ. ಇದೇ ರೀತಿಯಾಗಿ ಹರ್ಯಾಣದಲ್ಲಿ ಎಕ್ಸಿಟ್ ಪೋಲ್ ಎಲ್ಲಾ ಕಾಂಗ್ರೆಸ್ ಗೆ ಬರುತ್ತದೆ ಎಂದು ತೋರಿಸುತ್ತಿದ್ದವು. ಆದರೆ ರಿಸಲ್ಟ್ ಬಂದ ಬಳಿಕ ಬಿಜೆಪಿ ಬಂತು. ರಿಸಲ್ಟ್ ಬರುವ ತನಕ ಇದನ್ನೂ ಕಾದು ನೋಡೋಣ ಎಂದು ಖರ್ಗೆ ಹೇಳಿದ್ದಾರೆ. 8ನ್ಯೂ ಹೆಚ್ಚು ಎಕ್ಸಿಟ್ ಪೋಲ್ ವರದಿಗಳು ಎನ್‌ಡಿಎ ಗೆ ಗೆಲುವು ಎಂದಿದೆ. ವಿಶೇಷ ಅಂದರೆ ಶೇಕಡಾ 65 ರಷ್ಟು ಮಹಿಳೆಯರು ಎನ್‌ಡಿಎ bbox=[476, 154, 618, 431]
tiger-headline-2: ಅರಣ್ಯಾಧಿಕಾರಿಗಳು ಎಚ್ಚರಿಕೆ bbox=[573, 1033, 831, 1068]
poll-line: ಜೆಎಸ್‌ಪಿ:0–2 bbox=[778, 400, 823, 411]
poll-line: ಎನ್‌ಡಿಎ: 145–160 bbox=[624, 601, 694, 608]
lions-headline-1: ಲಯನ್ಸ್ ಕ್ಲಬ್ ವತಿಯಿಂದ ಆಯುಷ್ ಆರೋಗ್ಯ ಶಿಬಿರ ಆಯೋಜನೆ bbox=[97, 818, 391, 834]
trump-caption-text: ಭಾರತ- ಅಮೆರಿಕ ನಡುವಿನ ದ್ವಿಪಕ್ಷೀಯ ಸಂಬಂಧ ಬಹಳ ಮುಖ್ಯವಾದದ್ದು, ನವದೆಹಲಿಯಲ್ಲಿ ಸೆರ್ಗಿಯೋ ಗೋರ್ ಅವರು ಒಳ್ಳೆಯ ಫಲಿತಾಂಶ ನೀಡುತ್ತಾರೆ. bbox=[258, 299, 462, 320]
kharge-photo bbox=[624, 146, 928, 336]
poll-line: ಜೆಎಸ್‌ಪಿ: 0–01 bbox=[624, 530, 678, 541]
kharge-headline-2: ಈಗ ಬಿಹಾರದಲ್ಲಿ ನೋಡಿ ಎಂದ ಖರ್ಗೆ bbox=[598, 114, 806, 134]
poll-line: ಎನ್‌ಡಿಎ: 133–159 bbox=[624, 447, 694, 458]
kharge-body-mid-intro: ಬೆಂಬಲಿಸಿದ್ದಾರೆ ಎಂದು ಎಕ್ಸಿಟ್ ಪೋಲ್ ಹೇಳುತ್ತಿದೆ. ಇನ್ನು ಶೇಕಡಾ 52ರಷ್ಟು ಪುರುಷ ಮತದಾರರು ಎನ್‌ಡಿಎಗೆ ಮತ ಹಾಕಿದ್ದಾರೆ ಎಂದಿದೆ. ನಿನ್ನೆ ಎಕ್ಸಿಟ್ ಪೋಲ್ ನೀಡಿದ ಸ್ಥಾನಗಳೆಷ್ಟು? bbox=[624, 342, 774, 387]
